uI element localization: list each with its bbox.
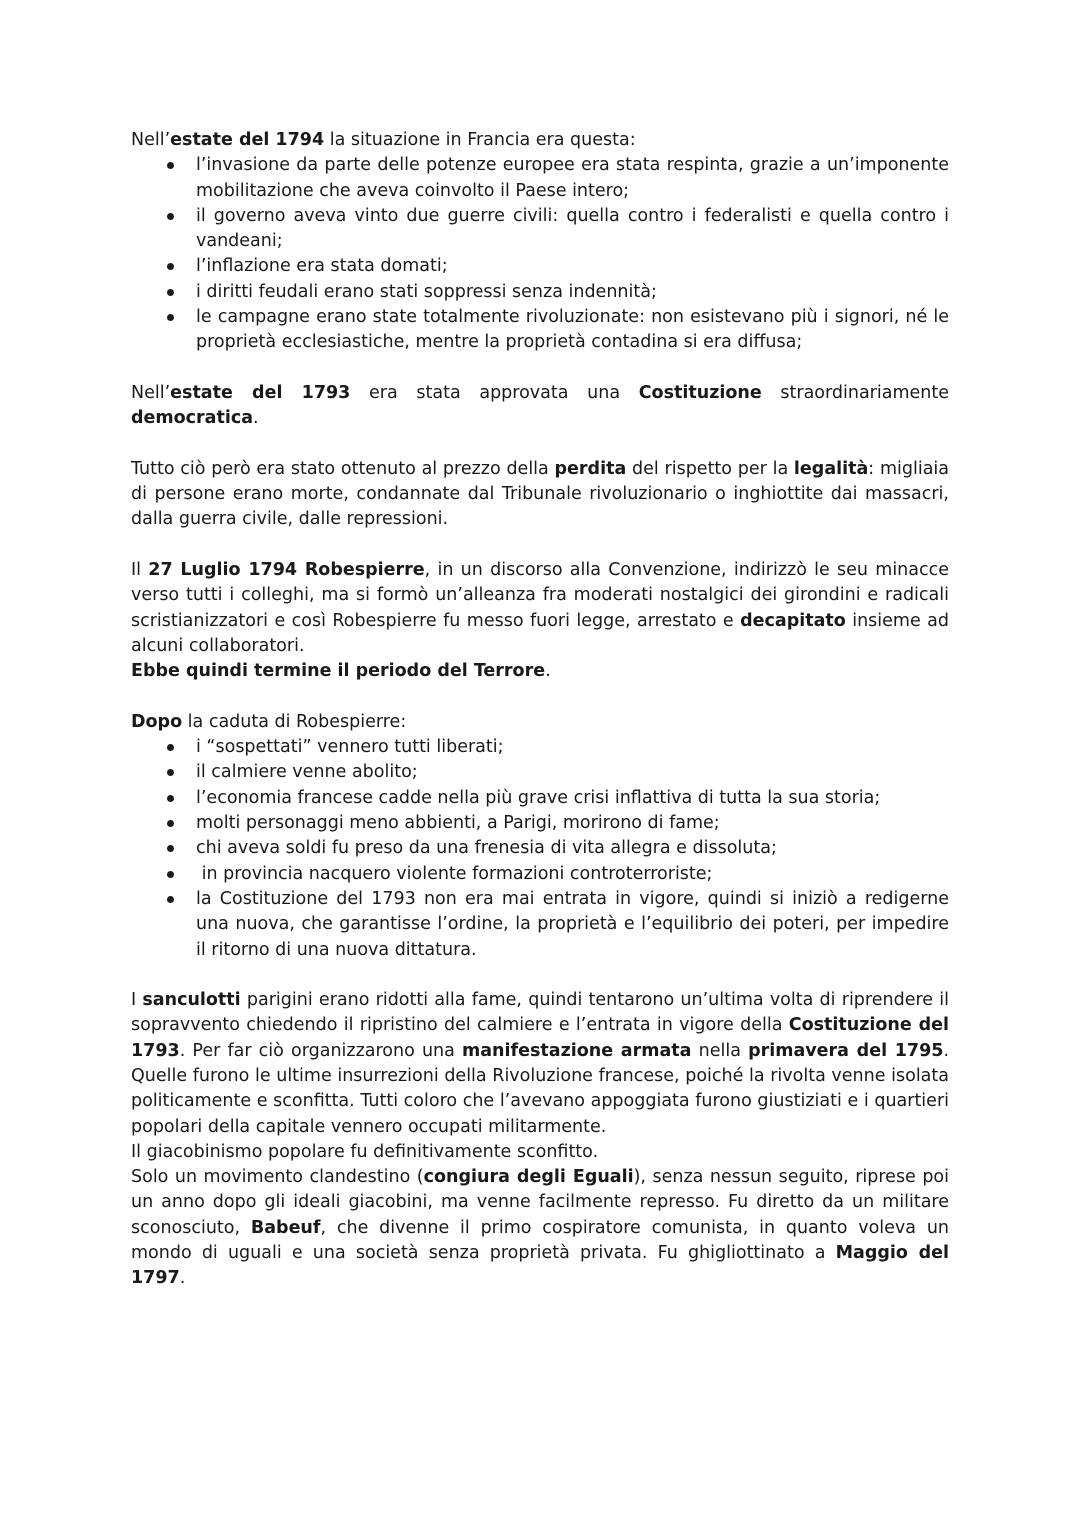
list-item: la Costituzione del 1793 non era mai entrata in vigore, quindi si iniziò a redigerne una nuova, che garantisse l’ordine, la proprietà e l’equilibrio dei poteri, per impedire il ritorno di una nuova dittatura. xyxy=(196,887,949,963)
list-item: molti personaggi meno abbienti, a Parigi, morirono di fame; xyxy=(196,811,949,836)
bullet-list-situation xyxy=(131,153,949,355)
list-item: i diritti feudali erano stati soppressi senza indennità; xyxy=(196,280,949,305)
paragraph-end-of-terror: Ebbe quindi termine il periodo del Terrore. xyxy=(131,661,551,682)
paragraph-legality: Tutto ciò però era stato ottenuto al prezzo della perdita del rispetto per la legalità: migliaia di persone erano morte, condannate dal Tribunale rivoluzionario o inghiottite dai massacri, dalla guerra civile, dalle repressioni. xyxy=(131,458,950,530)
paragraph-giacobinismo: Il giacobinismo popolare fu definitivamente sconfitto. xyxy=(131,1141,599,1162)
paragraph-after-fall: Dopo la caduta di Robespierre: xyxy=(131,711,407,732)
list-item: il calmiere venne abolito; xyxy=(196,760,949,785)
list-item: i “sospettati” vennero tutti liberati; xyxy=(196,735,949,760)
bullet-list-after-fall xyxy=(131,735,949,963)
paragraph-sanculotti: I sanculotti parigini erano ridotti alla fame, quindi tentarono un’ultima volta di riprendere il sopravvento chiedendo il ripristino del calmiere e l’entrata in vigore della Costituzione del 1793. Per far ciò organizzarono una manifestazione armata nella primavera del 1795. Quelle furono le ultime insurrezioni della Rivoluzione francese, poiché la rivolta venne isolata politicamente e sconfitta. Tutti coloro che l’avevano appoggiata furono giustiziati e i quartieri popolari della capitale vennero occupati militarmente. xyxy=(131,990,950,1137)
paragraph-constitution-1793: Nell’estate del 1793 era stata approvata una Costituzione straordinariamente democratica. xyxy=(131,382,949,429)
list-item: l’invasione da parte delle potenze europee era stata respinta, grazie a un’imponente mobilitazione che aveva coinvolto il Paese intero; xyxy=(196,153,949,204)
list-item: chi aveva soldi fu preso da una frenesia di vita allegra e dissoluta; xyxy=(196,836,949,861)
list-item: le campagne erano state totalmente rivoluzionate: non esistevano più i signori, né le proprietà ecclesiastiche, mentre la proprietà contadina si era diffusa; xyxy=(196,305,949,356)
list-item: il governo aveva vinto due guerre civili: quella contro i federalisti e quella contro i vandeani; xyxy=(196,204,949,255)
paragraph-summer-1794: Nell’estate del 1794 la situazione in Francia era questa: xyxy=(131,130,636,150)
list-item: l’economia francese cadde nella più grave crisi inflattiva di tutta la sua storia; xyxy=(196,786,949,811)
list-item: in provincia nacquero violente formazioni controterroriste; xyxy=(196,862,949,887)
paragraph-robespierre: Il 27 Luglio 1794 Robespierre, in un discorso alla Convenzione, indirizzò le seu minacce verso tutti i colleghi, ma si formò un’alleanza fra moderati nostalgici dei girondini e radicali scristianizzatori e così Robespierre fu messo fuori legge, arrestato e decapitato insieme ad alcuni collaboratori. xyxy=(131,560,950,656)
list-item: l’inflazione era stata domati; xyxy=(196,254,949,279)
paragraph-babeuf: Solo un movimento clandestino (congiura degli Eguali), senza nessun seguito, riprese poi un anno dopo gli ideali giacobini, ma venne facilmente represso. Fu diretto da un militare sconosciuto, Babeuf, che divenne il primo cospiratore comunista, in quanto voleva un mondo di uguali e una società senza proprietà privata. Fu ghigliottinato a Maggio del 1797. xyxy=(131,1167,950,1289)
document-page xyxy=(131,128,949,1292)
